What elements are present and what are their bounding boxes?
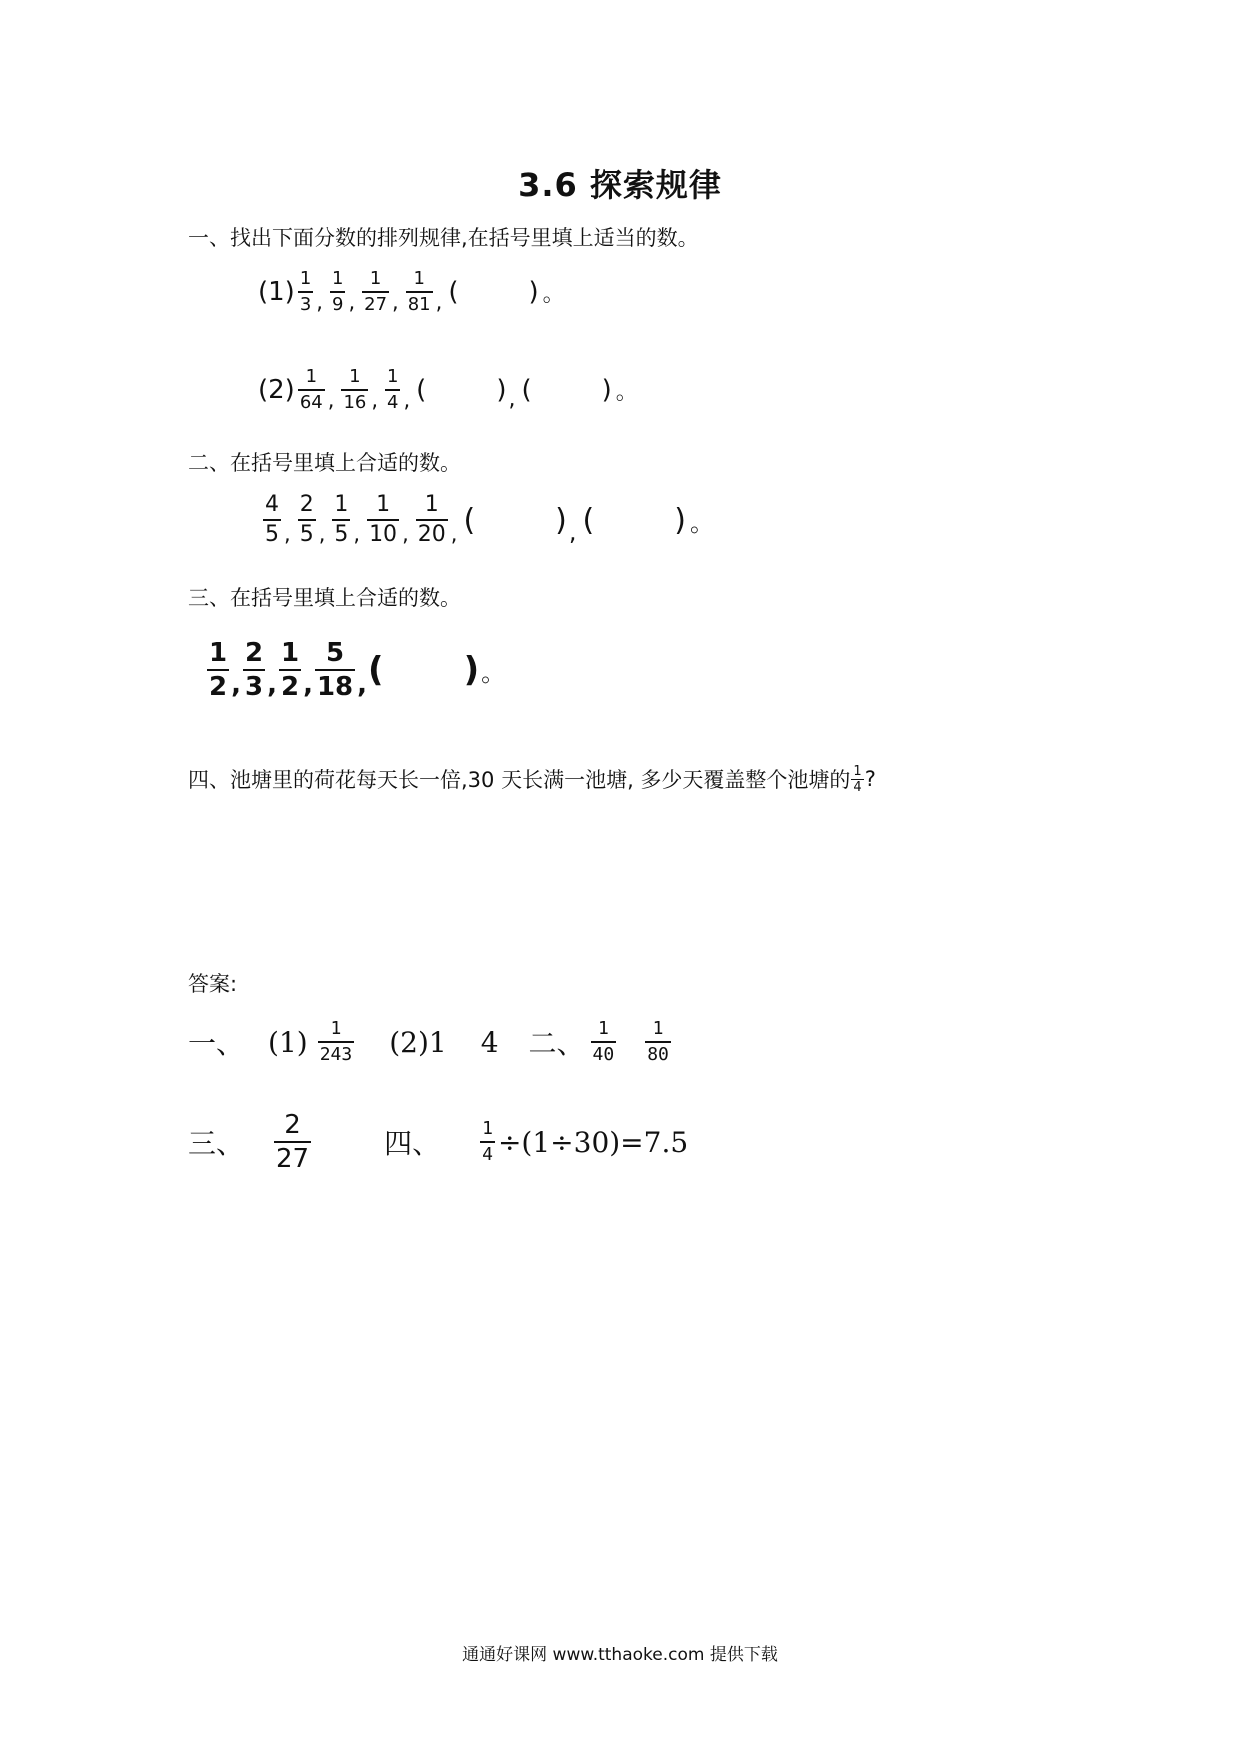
answers-heading: 答案: xyxy=(188,972,238,996)
sub2-label: (2) xyxy=(258,375,295,405)
question-1-sub2: (2) $\frac{1}{64}$ , $\frac{1}{16}$ , $\frac{1}{4}$ , ( ) , ( ) 。 xyxy=(258,366,638,413)
fraction: $\frac{1}{2}$ xyxy=(209,638,228,702)
fraction: $\frac{1}{81}$ xyxy=(407,268,431,315)
fraction: $\frac{4}{5}$ xyxy=(265,492,279,547)
footer: 通通好课网 www.tthaoke.com 提供下载 xyxy=(462,1645,778,1665)
answers-row-1: 一、 (1) $\frac{1}{243}$ (2)1 4 二、 $\frac{1}{40}$ $\frac{1}{80}$ xyxy=(188,1018,669,1065)
fraction: $\frac{1}{9}$ xyxy=(331,268,344,315)
answer-label-2: 二、 xyxy=(528,1027,585,1060)
answer-blank[interactable]: ( ) xyxy=(521,375,612,405)
fraction: $\frac{1}{27}$ xyxy=(364,268,388,315)
fraction: $\frac{2}{5}$ xyxy=(299,492,314,547)
question-4-text: 四、池塘里的荷花每天长一倍,30 天长满一池塘, 多少天覆盖整个池塘的 xyxy=(188,768,851,792)
answers-row-2 xyxy=(188,1112,688,1172)
fraction: $\frac{1}{3}$ xyxy=(299,268,312,315)
answer-blank[interactable]: ( ) xyxy=(448,277,539,307)
fraction: $\frac{1}{16}$ xyxy=(343,366,367,413)
answer-fraction: $\frac{1}{4}$ xyxy=(482,1118,493,1165)
page-title: 3.6 探索规律 xyxy=(518,166,722,204)
sub1-label: (1) xyxy=(258,277,295,307)
answer-fraction: $\frac{2}{27}$ xyxy=(276,1110,310,1174)
answer-label-4: 四、 xyxy=(384,1127,441,1160)
answer-fraction: $\frac{1}{40}$ xyxy=(592,1018,615,1065)
question-2-sequence: $\frac{4}{5}$ , $\frac{2}{5}$ , $\frac{1}{5}$ , $\frac{1}{10}$ , $\frac{1}{20}$ , ( ) , ( ) 。 xyxy=(265,492,714,547)
fraction: $\frac{5}{18}$ xyxy=(316,638,354,702)
answer-expression: ÷(1÷30)=7.5 xyxy=(497,1125,689,1159)
answer-blank[interactable]: ( ) xyxy=(368,650,480,690)
question-1-text: 一、找出下面分数的排列规律,在括号里填上适当的数。 xyxy=(188,226,699,250)
answer-label-3: 三、 xyxy=(188,1127,245,1160)
answer-label-1: 一、 xyxy=(188,1027,245,1060)
fraction: $\frac{1}{4}$ xyxy=(387,366,399,413)
answer-fraction: $\frac{1}{243}$ xyxy=(319,1018,353,1065)
fraction: $\frac{1}{5}$ xyxy=(334,492,349,547)
fraction: $\frac{1}{4}$ xyxy=(853,763,862,795)
question-3-sequence: $\frac{1}{2}$ , $\frac{2}{3}$ , $\frac{1}{2}$ , $\frac{5}{18}$ , ( ) 。 xyxy=(209,638,506,702)
question-3-text: 三、在括号里填上合适的数。 xyxy=(188,586,461,610)
question-4: 四、池塘里的荷花每天长一倍,30 天长满一池塘, 多少天覆盖整个池塘的 $\frac{1}{4}$ ? xyxy=(188,763,876,795)
answer-blank[interactable]: ( ) xyxy=(463,502,567,538)
question-2-text: 二、在括号里填上合适的数。 xyxy=(188,451,461,475)
fraction: $\frac{2}{3}$ xyxy=(244,638,264,702)
fraction: $\frac{1}{20}$ xyxy=(417,492,446,547)
answer-fraction: $\frac{1}{80}$ xyxy=(647,1018,669,1065)
answer-blank[interactable]: ( ) xyxy=(582,502,686,538)
fraction: $\frac{1}{10}$ xyxy=(369,492,398,547)
fraction: $\frac{1}{2}$ xyxy=(280,638,300,702)
answer-blank[interactable]: ( ) xyxy=(416,375,507,405)
fraction: $\frac{1}{64}$ xyxy=(299,366,323,413)
question-1-sub1: (1) $\frac{1}{3}$ , $\frac{1}{9}$ , $\frac{1}{27}$ , $\frac{1}{81}$ , ( ) 。 xyxy=(258,268,565,315)
